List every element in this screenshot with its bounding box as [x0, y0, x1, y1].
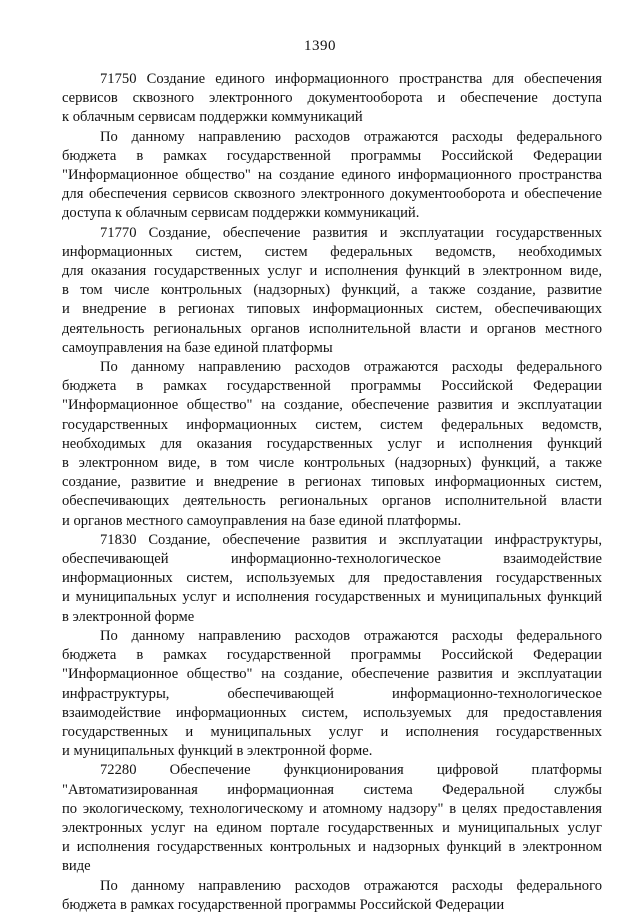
text-line: необходимых для оказания государственных услуг и исполнения функций	[62, 435, 602, 452]
document-body	[62, 70, 602, 915]
text-line: виде	[62, 858, 91, 875]
paragraph	[62, 70, 602, 128]
text-line: и внедрение в регионах типовых информационных систем, обеспечивающих	[62, 301, 602, 318]
paragraph	[62, 761, 602, 876]
text-line: создание, развитие и внедрение в регионах типовых информационных систем,	[62, 474, 602, 491]
text-line: информационных систем, используемых для предоставления государственных	[62, 570, 602, 587]
text-line: "Информационное общество" на создание, обеспечение развития и эксплуатации	[62, 666, 602, 683]
text-line: в том числе контрольных (надзорных) функций, а также создание, развитие	[62, 282, 602, 299]
paragraph	[62, 531, 602, 627]
text-line: деятельность региональных органов исполнительной власти и органов местного	[62, 320, 602, 337]
text-line: к облачным сервисам поддержки коммуникаций	[62, 109, 363, 126]
text-line: взаимодействие информационных систем, используемых для предоставления	[62, 704, 602, 721]
paragraph	[62, 358, 602, 531]
text-line: в электронном виде, в том числе контрольных (надзорных) функций, а также	[62, 455, 602, 472]
paragraph	[62, 627, 602, 761]
text-line: и органов местного самоуправления на базе единой платформы.	[62, 512, 462, 529]
text-line: 71830 Создание, обеспечение развития и эксплуатации инфраструктуры,	[100, 531, 602, 548]
text-line: для оказания государственных услуг и исполнения функций в электронном виде,	[62, 263, 602, 280]
text-line: "Информационное общество" на создание единого информационного пространства	[62, 167, 602, 184]
text-line: и муниципальных услуг и исполнения государственных и муниципальных функций	[62, 589, 602, 606]
text-line: 71750 Создание единого информационного пространства для обеспечения	[100, 71, 602, 87]
text-line: по экологическому, технологическому и атомному надзору" в целях предоставления	[62, 800, 602, 817]
text-line: По данному направлению расходов отражаются расходы федерального	[100, 877, 602, 894]
paragraph	[62, 128, 602, 224]
text-line: 72280 Обеспечение функционирования цифровой платформы	[100, 762, 602, 779]
text-line: государственных и муниципальных услуг и исполнения государственных	[62, 723, 602, 740]
text-line: "Автоматизированная информационная система Федеральной службы	[62, 781, 602, 798]
text-line: бюджета в рамках государственной программы Российской Федерации	[62, 647, 602, 664]
text-line: бюджета в рамках государственной программы Российской Федерации	[62, 378, 602, 395]
text-line: и муниципальных функций в электронной форме.	[62, 743, 373, 760]
text-line: для обеспечения сервисов сквозного электронного документооборота и обеспечение	[62, 186, 602, 203]
text-line: электронных услуг на едином портале государственных и муниципальных услуг	[62, 819, 602, 836]
text-line: обеспечивающей информационно-технологическое взаимодействие	[62, 551, 602, 568]
paragraph	[62, 224, 602, 358]
paragraph	[62, 877, 602, 915]
text-line: 71770 Создание, обеспечение развития и эксплуатации государственных	[100, 224, 602, 241]
text-line: и исполнения государственных контрольных и надзорных функций в электронном	[62, 839, 602, 856]
page-number: 1390	[304, 38, 336, 54]
text-line: самоуправления на базе единой платформы	[62, 339, 333, 356]
text-line: информационных систем, систем федеральных ведомств, необходимых	[62, 243, 602, 260]
text-line: "Информационное общество" на создание, обеспечение развития и эксплуатации	[62, 397, 602, 414]
text-line: доступа к облачным сервисам поддержки коммуникаций.	[62, 205, 420, 222]
text-line: По данному направлению расходов отражаются расходы федерального	[100, 359, 602, 376]
text-line: в электронной форме	[62, 608, 195, 625]
text-line: обеспечивающих деятельность региональных органов исполнительной власти	[62, 493, 602, 510]
text-line: сервисов сквозного электронного документооборота и обеспечение доступа	[62, 90, 602, 107]
text-line: государственных информационных систем, систем федеральных ведомств,	[62, 416, 602, 433]
text-line: По данному направлению расходов отражаются расходы федерального	[100, 627, 602, 644]
text-line: бюджета в рамках государственной программы Российской Федерации	[62, 147, 602, 164]
text-line: бюджета в рамках государственной программы Российской Федерации	[62, 896, 505, 913]
text-line: По данному направлению расходов отражаются расходы федерального	[100, 128, 602, 145]
text-line: инфраструктуры, обеспечивающей информационно-технологическое	[62, 685, 602, 702]
